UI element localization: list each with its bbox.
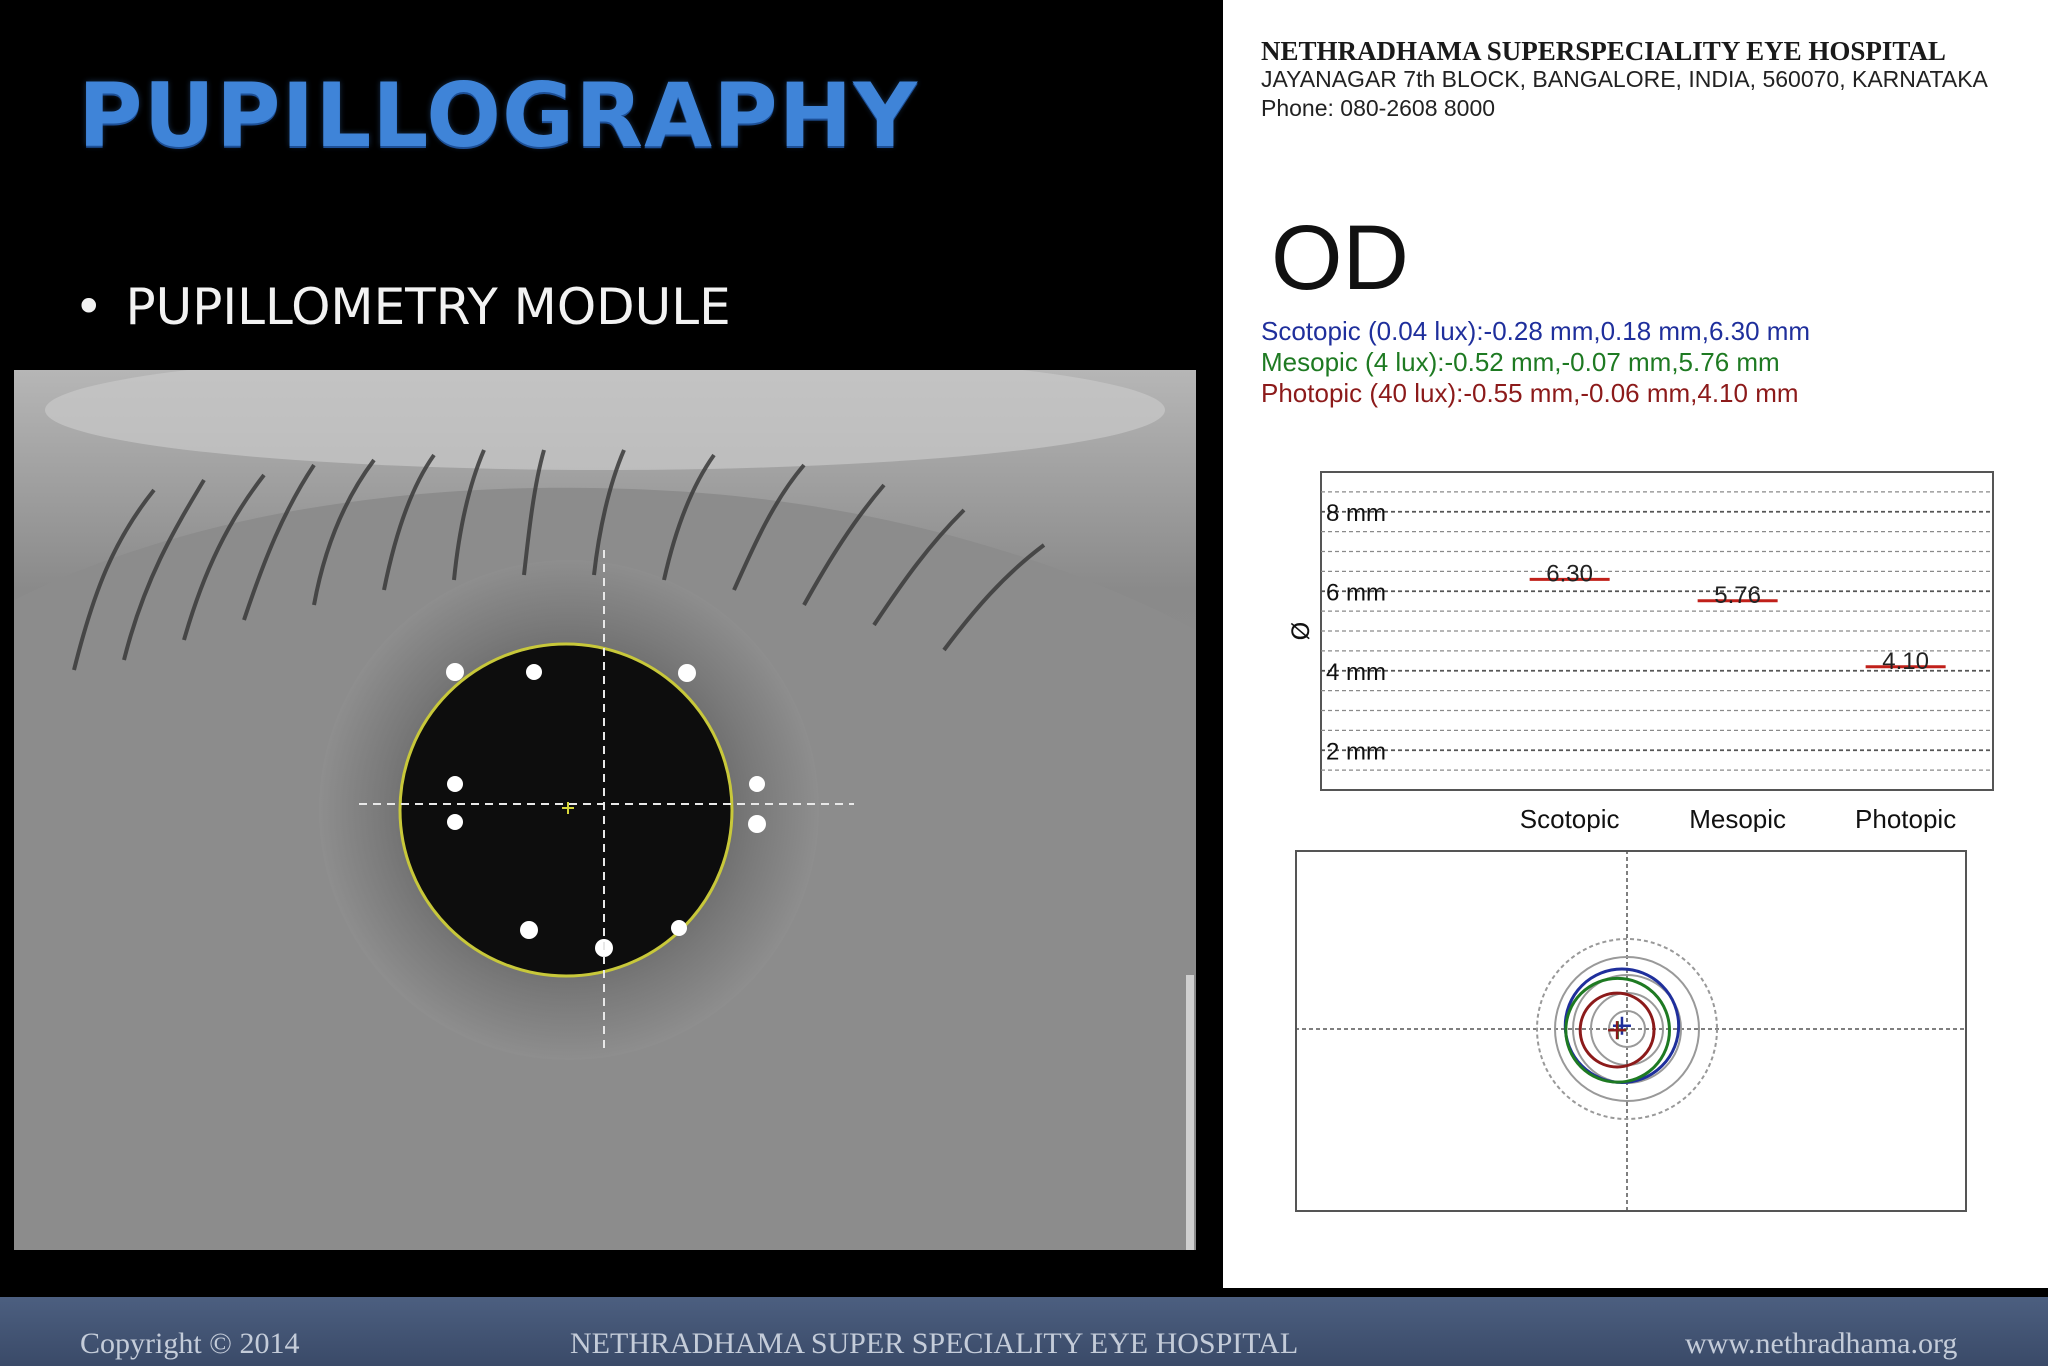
reading-scotopic: Scotopic (0.04 lux):-0.28 mm,0.18 mm,6.30 mm [1261,316,1811,346]
eye-image-scrollbar[interactable] [1186,975,1194,1250]
x-tick-label: Mesopic [1689,804,1787,832]
bullet-text: PUPILLOMETRY MODULE [125,278,731,336]
pupillometry-report [1223,0,2048,1288]
x-tick-label: Photopic [1855,804,1957,832]
y-tick-label: 6 mm [1326,579,1386,607]
hospital-address: JAYANAGAR 7th BLOCK, BANGALORE, INDIA, 560070, KARNATAKA [1261,66,1988,92]
hospital-name: NETHRADHAMA SUPERSPECIALITY EYE HOSPITAL [1261,36,1946,66]
footer-hospital-name: NETHRADHAMA SUPER SPECIALITY EYE HOSPITAL [570,1327,1299,1360]
y-tick-label: 2 mm [1326,738,1386,766]
pupil-size-chart [1253,462,2033,832]
hospital-phone: Phone: 080-2608 8000 [1261,95,1496,121]
footer-url[interactable]: www.nethradhama.org [1685,1327,1958,1360]
chart-frame [1296,851,1966,1211]
eye-label: OD [1271,207,1409,309]
pupil-position-chart [1295,850,1967,1212]
slide-footer [0,1297,2048,1366]
reading-photopic: Photopic (40 lux):-0.55 mm,-0.06 mm,4.10 mm [1261,378,1799,408]
reading-mesopic: Mesopic (4 lux):-0.52 mm,-0.07 mm,5.76 mm [1261,347,1780,377]
footer-copyright: Copyright © 2014 [80,1327,300,1360]
eye-photo [14,370,1196,1250]
x-tick-label: Scotopic [1519,804,1620,832]
y-tick-label: 4 mm [1326,658,1386,686]
data-label: 6.30 [1546,560,1593,588]
slide-title: PUPILLOGRAPHY [78,64,918,167]
y-axis-label: Ø [1287,621,1315,641]
bullet-item [74,278,731,336]
y-tick-label: 8 mm [1326,499,1386,527]
bullet-dot: • [74,278,104,336]
data-label: 5.76 [1714,581,1761,609]
data-label: 4.10 [1882,647,1929,675]
